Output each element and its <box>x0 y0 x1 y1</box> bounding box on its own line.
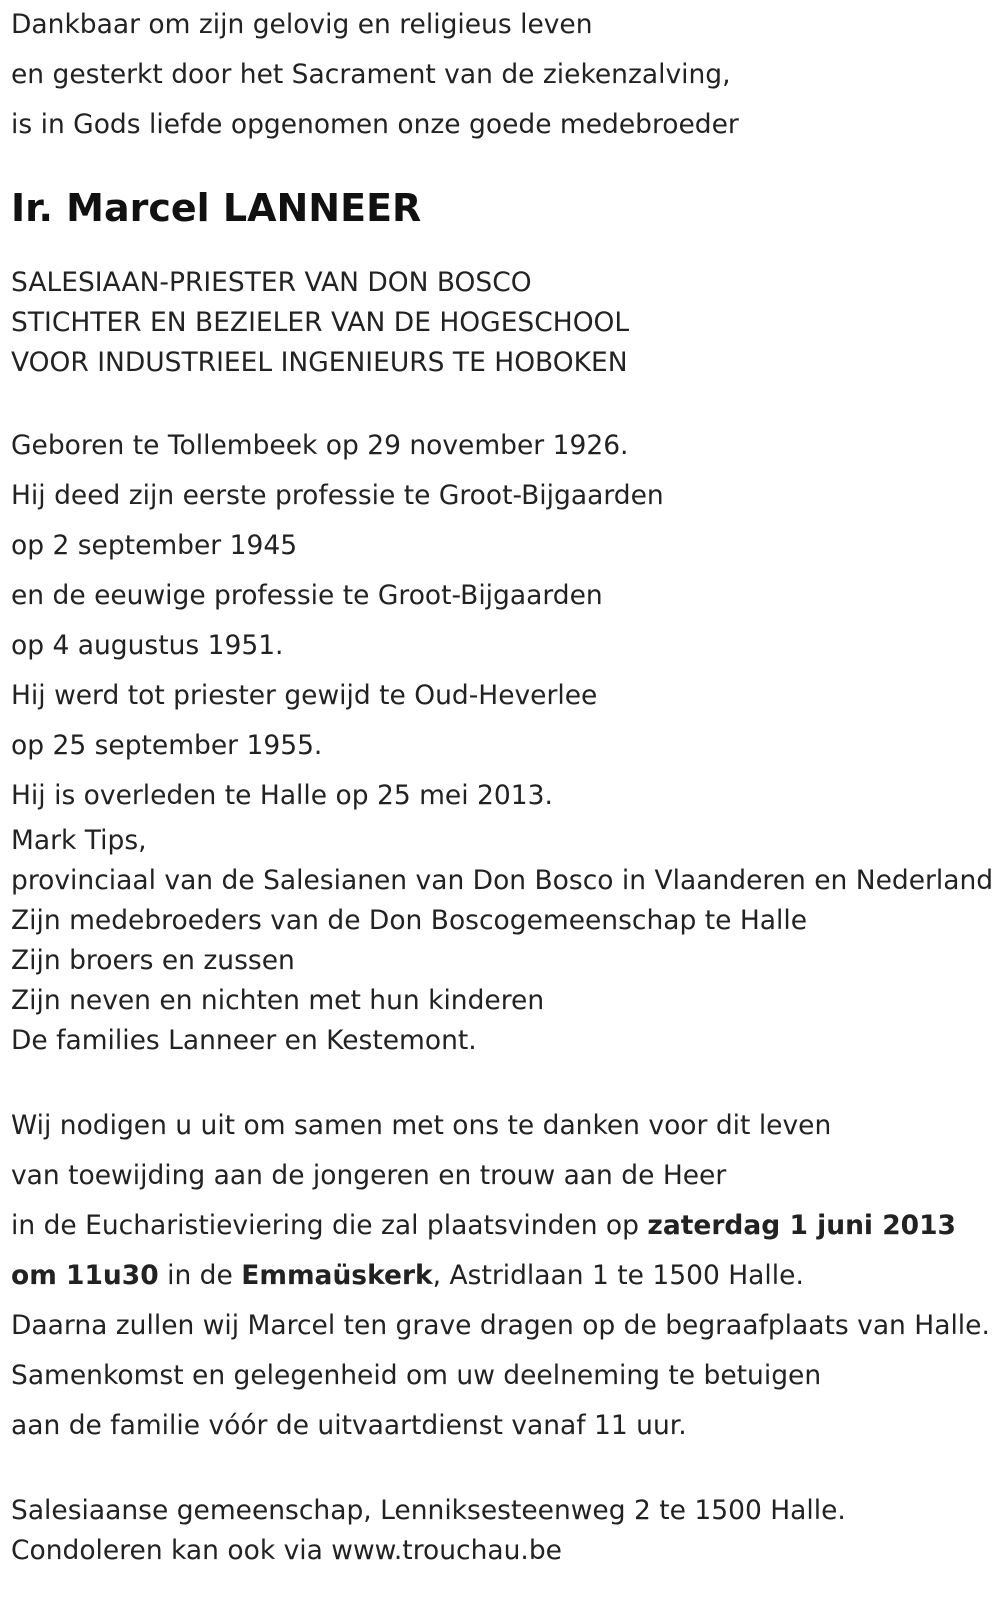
invitation-text: in de Eucharistieviering die zal plaatsvinden op <box>11 1210 648 1241</box>
spacer <box>11 1451 996 1491</box>
invitation-location-line <box>11 1251 996 1301</box>
gathering-line: Samenkomst en gelegenheid om uw deelneming te betuigen <box>11 1360 822 1391</box>
mourner-line: Zijn broers en zussen <box>11 945 295 976</box>
biography-line: Hij werd tot priester gewijd te Oud-Heverlee <box>11 680 598 711</box>
titles-section <box>11 263 996 383</box>
invitation-line: van toewijding aan de jongeren en trouw aan de Heer <box>11 1160 727 1191</box>
church-address: , Astridlaan 1 te 1500 Halle. <box>432 1260 804 1291</box>
deceased-name: Ir. Marcel LANNEER <box>11 186 422 230</box>
intro-line: is in Gods liefde opgenomen onze goede medebroeder <box>11 109 739 140</box>
mourner-line: provinciaal van de Salesianen van Don Bosco in Vlaanderen en Nederland <box>11 865 994 896</box>
footer-section <box>11 1491 996 1571</box>
title-line: VOOR INDUSTRIEEL INGENIEURS TE HOBOKEN <box>11 347 628 378</box>
biography-line: op 2 september 1945 <box>11 530 298 561</box>
title-line: SALESIAAN-PRIESTER VAN DON BOSCO <box>11 267 532 298</box>
mourner-line: Mark Tips, <box>11 825 147 856</box>
gathering-line: aan de familie vóór de uitvaartdienst vanaf 11 uur. <box>11 1410 687 1441</box>
obituary-notice <box>11 0 996 1571</box>
condolence-text: Condoleren kan ook via www.trouchau.be <box>11 1535 562 1566</box>
invitation-section <box>11 1101 996 1451</box>
spacer <box>11 383 996 421</box>
mourner-line: Zijn medebroeders van de Don Boscogemeenschap te Halle <box>11 905 808 936</box>
invitation-text: in de <box>158 1260 242 1291</box>
mourner-line: Zijn neven en nichten met hun kinderen <box>11 985 545 1016</box>
burial-text: Daarna zullen wij Marcel ten grave dragen op de begraafplaats van Halle. <box>11 1310 990 1341</box>
invitation-service-line <box>11 1201 996 1251</box>
mourner-line: De families Lanneer en Kestemont. <box>11 1025 477 1056</box>
service-date: zaterdag 1 juni 2013 <box>647 1210 956 1241</box>
invitation-line: Wij nodigen u uit om samen met ons te danken voor dit leven <box>11 1110 832 1141</box>
biography-line: Hij is overleden te Halle op 25 mei 2013. <box>11 780 553 811</box>
intro-line: en gesterkt door het Sacrament van de ziekenzalving, <box>11 59 731 90</box>
biography-line: op 4 augustus 1951. <box>11 630 284 661</box>
community-address: Salesiaanse gemeenschap, Lenniksesteenweg 2 te 1500 Halle. <box>11 1495 846 1526</box>
biography-line: op 25 september 1955. <box>11 730 323 761</box>
title-line: STICHTER EN BEZIELER VAN DE HOGESCHOOL <box>11 307 630 338</box>
church-name: Emmaüskerk <box>241 1260 433 1291</box>
mourners-section <box>11 821 996 1061</box>
intro-section <box>11 0 996 150</box>
service-time: om 11u30 <box>11 1260 159 1291</box>
biography-line: en de eeuwige professie te Groot-Bijgaarden <box>11 580 603 611</box>
biography-line: Hij deed zijn eerste professie te Groot-Bijgaarden <box>11 480 664 511</box>
biography-line: Geboren te Tollembeek op 29 november 1926. <box>11 430 629 461</box>
spacer <box>11 1061 996 1101</box>
biography-section <box>11 421 996 821</box>
intro-line: Dankbaar om zijn gelovig en religieus leven <box>11 9 593 40</box>
